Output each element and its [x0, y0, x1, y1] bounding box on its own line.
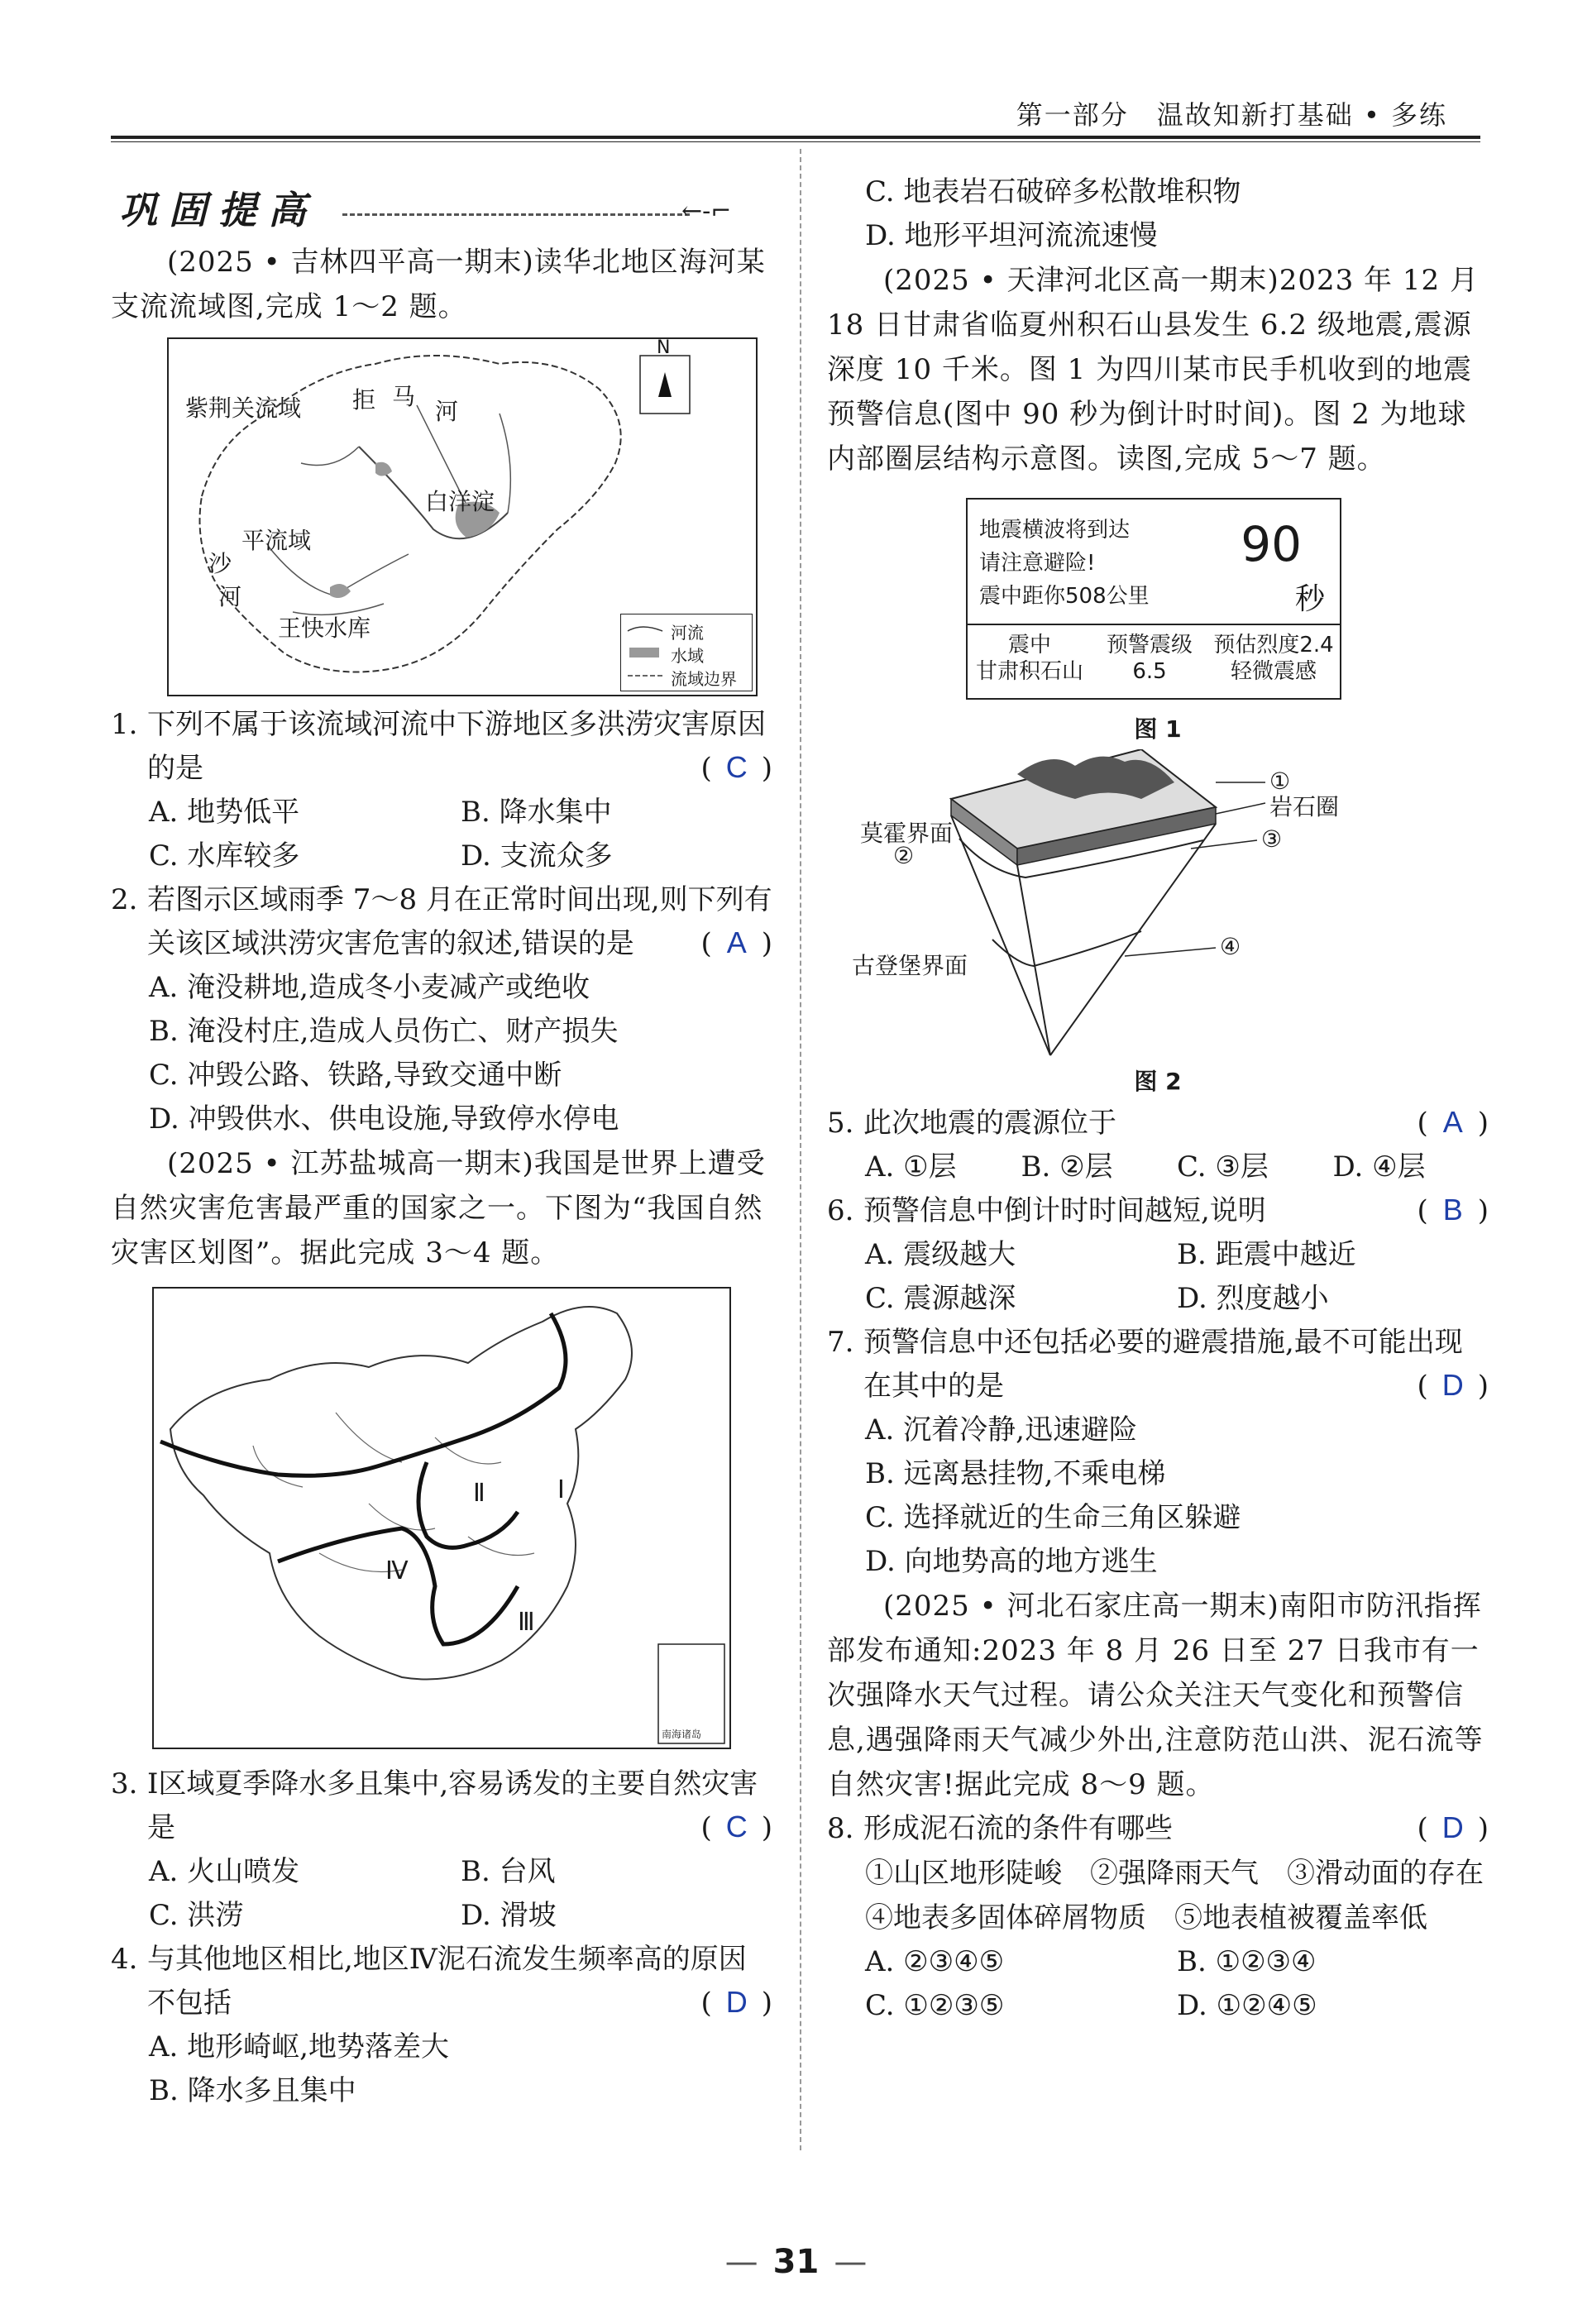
q3-answer: ( C )	[700, 1805, 772, 1850]
figure-1-caption: 图 1	[1134, 715, 1182, 743]
label-sha: 沙	[208, 550, 232, 577]
warn-line-3: 震中距你508公里	[979, 584, 1150, 609]
q5-number: 5.	[827, 1107, 854, 1140]
region-2-label: Ⅱ	[473, 1479, 485, 1508]
epicenter-head: 震中	[1007, 633, 1051, 658]
label-baiyangdian: 白洋淀	[425, 488, 495, 515]
magnitude-value: 6.5	[1132, 659, 1167, 684]
page-number-footer	[0, 2243, 1592, 2281]
q7-option-d: D. 向地势高的地方逃生	[865, 1545, 1158, 1578]
q1-answer-letter: C	[725, 750, 748, 784]
legend-boundary: 流域边界	[671, 669, 737, 689]
q6-options	[827, 1233, 1489, 1321]
question-3	[111, 1762, 772, 1850]
question-8	[827, 1807, 1489, 1851]
q7-options	[827, 1408, 1489, 1584]
q4-option-b: B. 降水多且集中	[149, 2074, 356, 2107]
q3-answer-letter: C	[725, 1810, 748, 1843]
label-north: N	[657, 337, 671, 358]
earth-structure-figure	[827, 749, 1489, 1064]
q4-option-d: D. 地形平坦河流流速慢	[865, 219, 1158, 252]
q8-answer-letter: D	[1441, 1810, 1464, 1844]
north-arrow-icon	[658, 372, 672, 397]
leader-4	[1125, 948, 1216, 956]
q4-stem: 与其他地区相比,地区Ⅳ泥石流发生频率高的原因不包括	[147, 1943, 747, 2020]
page-header	[111, 89, 1480, 139]
label-layer-2: ②	[893, 842, 915, 869]
q1-number: 1.	[111, 708, 138, 741]
q8-stem: 形成泥石流的条件有哪些	[863, 1812, 1173, 1845]
label-gutenberg: 古登堡界面	[852, 952, 968, 979]
q5-option-b: B. ②层	[1021, 1150, 1113, 1184]
q5-answer-letter: A	[1442, 1105, 1463, 1139]
q4-option-c: C. 地表岩石破碎多松散堆积物	[865, 175, 1241, 208]
intro-q1-2: (2025 • 吉林四平高一期末)读华北地区海河某支流流域图,完成 1～2 题。	[111, 246, 766, 323]
region-4-label: Ⅳ	[385, 1557, 409, 1585]
question-1	[111, 703, 772, 791]
q2-stem: 若图示区域雨季 7～8 月在正常时间出现,则下列有关该区域洪涝灾害危害的叙述,错误的是	[147, 883, 772, 960]
cone-edge-front	[1017, 865, 1050, 1055]
q6-number: 6.	[827, 1194, 854, 1227]
china-hazard-map	[152, 1287, 731, 1749]
q3-option-b: B. 台风	[461, 1855, 556, 1888]
right-column	[827, 165, 1512, 2028]
question-5	[827, 1102, 1489, 1145]
header-text: 第一部分 温故知新打基础 • 多练	[1016, 99, 1447, 131]
gutenberg-boundary	[992, 931, 1141, 966]
q3-option-d: D. 滑坡	[461, 1899, 557, 1932]
q3-option-c: C. 洪涝	[149, 1899, 244, 1932]
q5-stem: 此次地震的震源位于	[863, 1107, 1116, 1140]
leader-litho	[1216, 803, 1265, 814]
q5-options	[827, 1145, 1489, 1189]
q5-option-a: A. ①层	[865, 1150, 957, 1184]
q1-stem: 下列不属于该流域河流中下游地区多洪涝灾害原因的是	[147, 708, 766, 785]
q2-option-d: D. 冲毁供水、供电设施,导致停水停电	[149, 1102, 619, 1136]
q4-options	[111, 2025, 772, 2113]
q2-options	[111, 966, 772, 1141]
q7-option-a: A. 沉着冷静,迅速避险	[865, 1413, 1137, 1447]
left-column	[111, 165, 772, 2113]
q3-stem: Ⅰ区域夏季降水多且集中,容易诱发的主要自然灾害是	[147, 1767, 758, 1844]
hazard-zone-boundary-north	[160, 1313, 566, 1475]
label-ma: 马	[392, 383, 416, 410]
earthquake-warning-figure	[966, 498, 1341, 700]
label-wangkuai: 王快水库	[278, 614, 371, 642]
q6-option-b: B. 距震中越近	[1177, 1238, 1356, 1271]
intro-q5-7: (2025 • 天津河北区高一期末)2023 年 12 月 18 日甘肃省临夏州积石山县发生 6.2 级地震,震源深度 10 千米。图 1 为四川某市民手机收到的地震预警信息(图中 90 秒为倒计时时间)。图 2 为地球内部圈层结构示意图。读图,完成 5～7 题。	[827, 264, 1479, 476]
q3-options	[111, 1850, 772, 1938]
figure-2-caption: 图 2	[1134, 1068, 1182, 1095]
header-rule-thin	[111, 141, 1480, 142]
q4-answer-letter: D	[725, 1985, 748, 2019]
inset-label: 南海诸岛	[662, 1729, 702, 1740]
title-dash-line	[342, 213, 690, 216]
q2-option-c: C. 冲毁公路、铁路,导致交通中断	[149, 1059, 562, 1092]
q7-option-b: B. 远离悬挂物,不乘电梯	[865, 1457, 1166, 1490]
label-layer-1: ①	[1269, 767, 1291, 795]
q5-option-c: C. ③层	[1177, 1150, 1269, 1184]
footer-dash-right: —	[834, 2243, 868, 2281]
label-layer-3: ③	[1261, 825, 1283, 853]
header-rule-thick	[111, 136, 1480, 139]
label-he2: 河	[218, 583, 242, 610]
title-arrow-icon: ←-⌐	[681, 197, 732, 226]
q4-number: 4.	[111, 1943, 138, 1976]
label-lithosphere: 岩石圈	[1269, 793, 1340, 820]
q7-number: 7.	[827, 1326, 854, 1359]
q8-number: 8.	[827, 1812, 854, 1845]
countdown-unit: 秒	[1294, 582, 1325, 616]
intensity-head: 预估烈度2.4	[1213, 633, 1334, 658]
q6-answer: ( B )	[1417, 1188, 1489, 1233]
countdown-number: 90	[1241, 516, 1302, 572]
label-zijingguan: 紫荆关流域	[185, 395, 302, 422]
warn-separator	[968, 624, 1340, 625]
legend-river: 河流	[671, 623, 704, 643]
q4-option-a: A. 地形崎岖,地势落差大	[149, 2030, 449, 2063]
q6-option-c: C. 震源越深	[865, 1282, 1016, 1315]
q5-answer: ( A )	[1417, 1100, 1489, 1145]
q8-option-b: B. ①②③④	[1177, 1945, 1317, 1978]
epicenter-value: 甘肃积石山	[975, 659, 1083, 684]
q7-answer-letter: D	[1441, 1368, 1464, 1402]
intensity-value: 轻微震感	[1230, 659, 1317, 684]
small-reservoir	[375, 462, 392, 476]
q8-option-c: C. ①②③⑤	[865, 1989, 1005, 2022]
q2-number: 2.	[111, 883, 138, 916]
q6-stem: 预警信息中倒计时时间越短,说明	[863, 1194, 1266, 1227]
question-2	[111, 878, 772, 966]
river-basin-map	[167, 337, 758, 696]
q8-items: ①山区地形陡峻 ②强降雨天气 ③滑动面的存在 ④地表多固体碎屑物质 ⑤地表植被覆盖率低	[865, 1857, 1512, 1934]
region-1-label: Ⅰ	[557, 1475, 565, 1504]
q5-option-d: D. ④层	[1332, 1150, 1426, 1184]
q8-option-d: D. ①②④⑤	[1177, 1989, 1317, 2022]
warn-epicenter	[968, 632, 1092, 685]
china-map-svg	[154, 1289, 729, 1748]
warn-magnitude	[1092, 632, 1207, 685]
earth-structure-svg	[827, 749, 1489, 1064]
q6-answer-letter: B	[1442, 1193, 1463, 1227]
footer-dash-left: —	[724, 2243, 758, 2281]
q7-answer: ( D )	[1417, 1363, 1489, 1408]
q2-answer: ( A )	[700, 921, 772, 966]
label-layer-4: ④	[1220, 933, 1241, 960]
warn-line-2: 请注意避险!	[979, 551, 1096, 576]
q4-answer: ( D )	[700, 1980, 772, 2025]
intro-q8-9: (2025 • 河北石家庄高一期末)南阳市防汛指挥部发布通知:2023 年 8 月 26 日至 27 日我市有一次强降水天气过程。请公众关注天气变化和预警信息,遇强降雨天气减少外出,注意防范山洪、泥石流等自然灾害!据此完成 8～9 题。	[827, 1590, 1484, 1801]
q1-option-b: B. 降水集中	[461, 796, 612, 829]
question-4	[111, 1938, 772, 2025]
q1-options	[111, 791, 772, 878]
q3-number: 3.	[111, 1767, 138, 1800]
q1-option-d: D. 支流众多	[461, 839, 613, 873]
legend-water: 水域	[671, 646, 704, 666]
q1-answer: ( C )	[700, 745, 772, 791]
intro-q3-4: (2025 • 江苏盐城高一期末)我国是世界上遭受自然灾害危害最严重的国家之一。下图为“我国自然灾害区划图”。据此完成 3～4 题。	[111, 1147, 766, 1270]
section-title: 巩固提高	[119, 188, 318, 232]
wangkuai-reservoir	[330, 584, 351, 598]
column-divider	[800, 149, 801, 2150]
q8-answer: ( D )	[1417, 1805, 1489, 1851]
q2-option-b: B. 淹没村庄,造成人员伤亡、财产损失	[149, 1015, 619, 1048]
q2-option-a: A. 淹没耕地,造成冬小麦减产或绝收	[149, 971, 590, 1004]
hazard-zone-boundary-middle	[418, 1462, 518, 1547]
q8-options	[827, 1940, 1489, 2028]
page-number: 31	[772, 2243, 820, 2281]
cone-edge-right	[1050, 824, 1216, 1055]
question-7	[827, 1321, 1489, 1408]
q2-answer-letter: A	[726, 925, 747, 959]
label-ju: 拒	[352, 386, 376, 414]
q6-option-a: A. 震级越大	[865, 1238, 1016, 1271]
q1-option-c: C. 水库较多	[149, 839, 300, 873]
label-ping: 平流域	[241, 527, 312, 554]
q6-option-d: D. 烈度越小	[1177, 1282, 1329, 1315]
q4-options-continued	[827, 170, 1489, 258]
province-borders	[253, 1413, 534, 1572]
label-he: 河	[435, 398, 459, 425]
q3-option-a: A. 火山喷发	[149, 1855, 300, 1888]
warn-line-1: 地震横波将到达	[979, 518, 1131, 543]
region-3-label: Ⅲ	[518, 1608, 535, 1637]
map-legend	[620, 614, 753, 691]
warn-intensity	[1207, 632, 1340, 685]
q7-stem: 预警信息中还包括必要的避震措施,最不可能出现在其中的是	[863, 1326, 1463, 1403]
section-title-block	[111, 165, 772, 240]
q7-option-c: C. 选择就近的生命三角区躲避	[865, 1501, 1241, 1534]
q8-option-a: A. ②③④⑤	[865, 1945, 1005, 1978]
q1-option-a: A. 地势低平	[149, 796, 300, 829]
question-6	[827, 1189, 1489, 1233]
label-moho: 莫霍界面	[860, 820, 954, 847]
magnitude-head: 预警震级	[1106, 633, 1193, 658]
